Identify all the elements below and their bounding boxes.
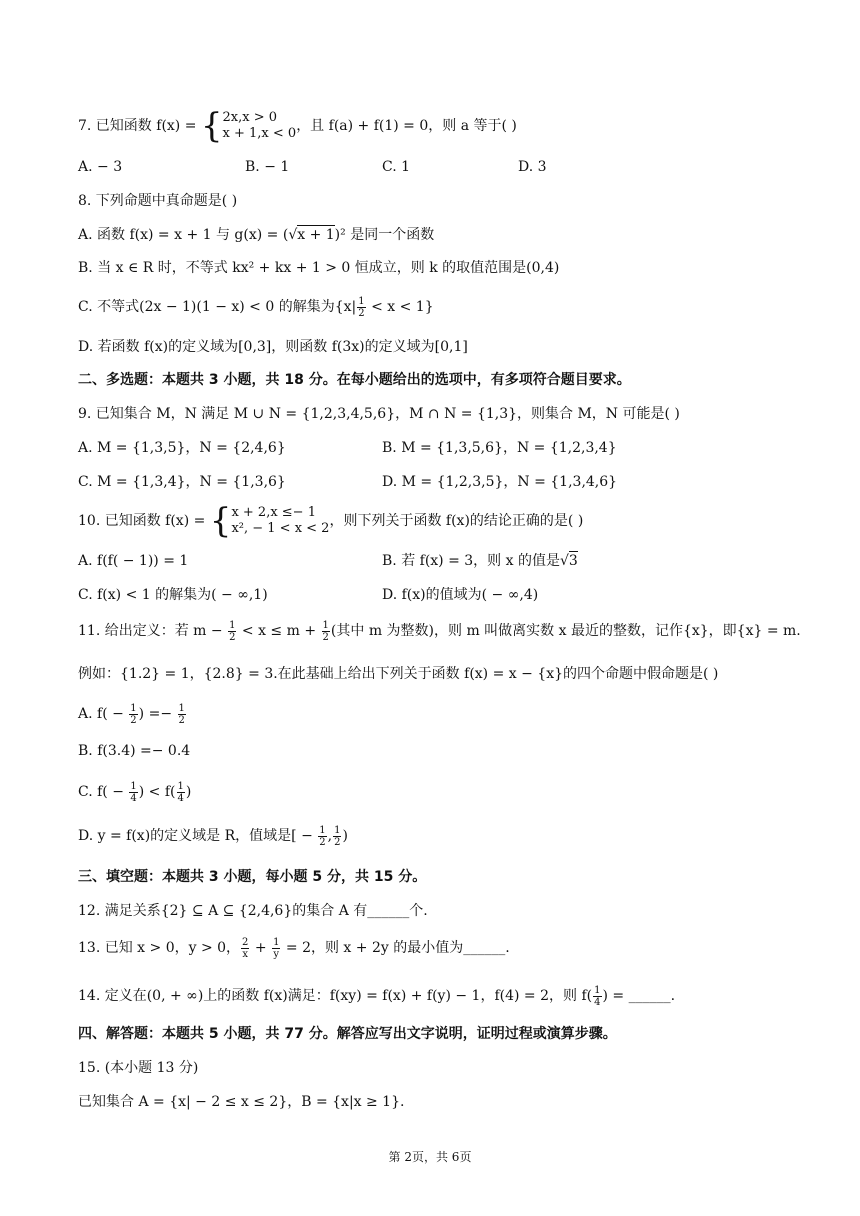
q11-option-a xyxy=(78,701,187,727)
q8-option-a: A. 函数 f(x) = x + 1 与 g(x) = (√x + 1)² 是同一个函数 xyxy=(78,227,435,243)
q10-stem-a: 10. 已知函数 f(x) = xyxy=(78,513,210,529)
q11-d-text-c: ) xyxy=(342,828,348,844)
q11-half-1-den: 2 xyxy=(229,631,236,643)
q10-cases xyxy=(231,505,329,537)
q14-f-den: 4 xyxy=(594,996,601,1008)
q8-a-text-b: )² 是同一个函数 xyxy=(334,227,435,243)
q11-c-text-c: ) xyxy=(185,784,192,800)
q8-a-text: A. 函数 f(x) = x + 1 与 g(x) = ( xyxy=(78,227,289,243)
section-4-heading: 四、解答题：本题共 5 小题，共 77 分。解答应写出文字说明，证明过程或演算步骤。 xyxy=(78,1026,617,1042)
q7-option-c: C. 1 xyxy=(382,159,411,175)
q10-case2: x², − 1 < x < 2 xyxy=(231,521,330,536)
q8-c-text: C. 不等式(2x − 1)(1 − x) < 0 的解集为{x| xyxy=(78,299,357,315)
q11-a-frac-1 xyxy=(129,703,137,726)
q13-frac-1 xyxy=(241,937,249,960)
q14-f-num: 1 xyxy=(594,984,601,996)
q11-c-f1-den: 4 xyxy=(130,792,137,804)
page-footer: 第 2页，共 6页 xyxy=(388,1150,472,1164)
q7-case2: x + 1,x < 0 xyxy=(222,126,297,141)
q11-c-f1-num: 1 xyxy=(130,780,137,792)
q11-half-1-num: 1 xyxy=(229,619,236,631)
q11-half-2-num: 1 xyxy=(322,619,329,631)
q11-c-frac-2 xyxy=(177,781,185,804)
q11-a-f1-den: 2 xyxy=(130,714,137,726)
q11-c-text: C. f( − xyxy=(78,784,129,800)
q7-cases xyxy=(223,110,297,142)
q11-c-frac-1 xyxy=(129,781,137,804)
q8-c-fraction xyxy=(357,296,365,319)
q11-line2: 例如：{1.2} = 1，{2.8} = 3.在此基础上给出下列关于函数 f(x) = x − {x}的四个命题中假命题是( ) xyxy=(78,666,719,682)
q7-stem-b: ，且 f(a) + f(1) = 0，则 a 等于( ) xyxy=(296,118,517,134)
q13-a: 13. 已知 x > 0，y > 0， xyxy=(78,940,241,956)
q11-d-frac-1 xyxy=(318,825,326,848)
q11-half-2-den: 2 xyxy=(322,631,329,643)
q13-f2-den: y xyxy=(273,948,280,960)
q10-stem xyxy=(78,501,583,541)
q11-d-frac-2 xyxy=(333,825,341,848)
q10-option-d: D. f(x)的值域为( − ∞,4) xyxy=(382,587,539,603)
q9-option-c: C. M = {1,3,4}，N = {1,3,6} xyxy=(78,474,286,490)
q7-brace: { xyxy=(200,106,223,146)
q10-b-sqrt: 3 xyxy=(568,553,578,569)
q11-l1-c: (其中 m 为整数)，则 m 叫做离实数 x 最近的整数，记作{x}，即{x} = m. xyxy=(330,623,801,639)
q8-c-den: 2 xyxy=(358,307,365,319)
q11-d-f2-den: 2 xyxy=(334,836,341,848)
q11-a-text-b: ) =− xyxy=(138,706,177,722)
q11-a-f1-num: 1 xyxy=(130,702,137,714)
q12: 12. 满足关系{2} ⊆ A ⊆ {2,4,6}的集合 A 有______个. xyxy=(78,903,428,919)
q11-c-f2-num: 1 xyxy=(177,780,184,792)
q9-option-a: A. M = {1,3,5}，N = {2,4,6} xyxy=(78,440,286,456)
q11-a-frac-2 xyxy=(178,703,186,726)
q8-c-num: 1 xyxy=(358,295,365,307)
q11-half-2 xyxy=(322,620,330,643)
q7-option-a: A. − 3 xyxy=(78,159,123,175)
q11-d-f1-num: 1 xyxy=(319,824,326,836)
q9-option-d: D. M = {1,2,3,5}，N = {1,3,4,6} xyxy=(382,474,618,490)
q11-a-f2-num: 1 xyxy=(178,702,185,714)
q14-b: ) = ______. xyxy=(602,988,676,1004)
q8-a-sqrt: x + 1 xyxy=(297,227,335,243)
q14-a: 14. 定义在(0, + ∞)上的函数 f(x)满足：f(xy) = f(x) + f(y) − 1，f(4) = 2，则 f( xyxy=(78,988,593,1004)
q11-option-b: B. f(3.4) =− 0.4 xyxy=(78,743,191,759)
q11-d-f2-num: 1 xyxy=(334,824,341,836)
q13-frac-2 xyxy=(272,937,280,960)
q14 xyxy=(78,982,675,1010)
q8-c-text-b: < x < 1} xyxy=(366,299,434,315)
q13-f1-num: 2 xyxy=(242,936,249,948)
q14-frac xyxy=(593,985,601,1008)
q10-option-b: B. 若 f(x) = 3，则 x 的值是√3 xyxy=(382,553,578,569)
q11-half-1 xyxy=(228,620,236,643)
q10-option-c: C. f(x) < 1 的解集为( − ∞,1) xyxy=(78,587,268,603)
q13-b: = 2，则 x + 2y 的最小值为______. xyxy=(281,940,510,956)
q13-f1-den: x xyxy=(242,948,249,960)
section-2-heading: 二、多选题：本题共 3 小题，共 18 分。在每小题给出的选项中，有多项符合题目要求。 xyxy=(78,372,631,388)
q11-option-c xyxy=(78,779,191,805)
q8-option-c xyxy=(78,294,434,320)
q11-a-f2-den: 2 xyxy=(178,714,185,726)
q11-l1-b: < x ≤ m + xyxy=(237,623,321,639)
q7-case1: 2x,x > 0 xyxy=(222,110,278,125)
q10-brace: { xyxy=(209,501,232,541)
section-3-heading: 三、填空题：本题共 3 小题，每小题 5 分，共 15 分。 xyxy=(78,869,427,885)
q11-option-d xyxy=(78,823,348,849)
q11-l1-a: 11. 给出定义：若 m − xyxy=(78,623,228,639)
q8-option-b: B. 当 x ∈ R 时，不等式 kx² + kx + 1 > 0 恒成立，则 k 的取值范围是(0,4) xyxy=(78,260,560,276)
q13 xyxy=(78,934,510,962)
q11-d-f1-den: 2 xyxy=(319,836,326,848)
q7-option-b: B. − 1 xyxy=(245,159,290,175)
q11-d-text: D. y = f(x)的定义域是 R，值域是[ − xyxy=(78,828,318,844)
q13-plus: + xyxy=(250,940,272,956)
q10-option-a: A. f(f( − 1)) = 1 xyxy=(78,553,189,569)
q7-stem-a: 7. 已知函数 f(x) = xyxy=(78,118,201,134)
q11-line1 xyxy=(78,618,801,644)
q11-c-f2-den: 4 xyxy=(177,792,184,804)
q13-f2-num: 1 xyxy=(273,936,280,948)
q15-text: 已知集合 A = {x| − 2 ≤ x ≤ 2}，B = {x|x ≥ 1}. xyxy=(78,1094,405,1110)
q9-option-b: B. M = {1,3,5,6}，N = {1,2,3,4} xyxy=(382,440,617,456)
q7-option-d: D. 3 xyxy=(518,159,547,175)
q7-stem xyxy=(78,106,517,146)
q10-case1: x + 2,x ≤− 1 xyxy=(231,505,316,520)
q8-option-d: D. 若函数 f(x)的定义域为[0,3]，则函数 f(3x)的定义域为[0,1] xyxy=(78,339,468,355)
q10-stem-b: ，则下列关于函数 f(x)的结论正确的是( ) xyxy=(329,513,584,529)
q11-a-text: A. f( − xyxy=(78,706,129,722)
q8-stem: 8. 下列命题中真命题是( ) xyxy=(78,193,238,209)
q15-title: 15. (本小题 13 分) xyxy=(78,1060,199,1076)
q11-c-text-b: ) < f( xyxy=(138,784,176,800)
q11-d-comma: , xyxy=(327,828,333,844)
q9-stem: 9. 已知集合 M，N 满足 M ∪ N = {1,2,3,4,5,6}，M ∩ N = {1,3}，则集合 M，N 可能是( ) xyxy=(78,406,680,422)
q10-b-text: B. 若 f(x) = 3，则 x 的值是 xyxy=(382,553,560,569)
